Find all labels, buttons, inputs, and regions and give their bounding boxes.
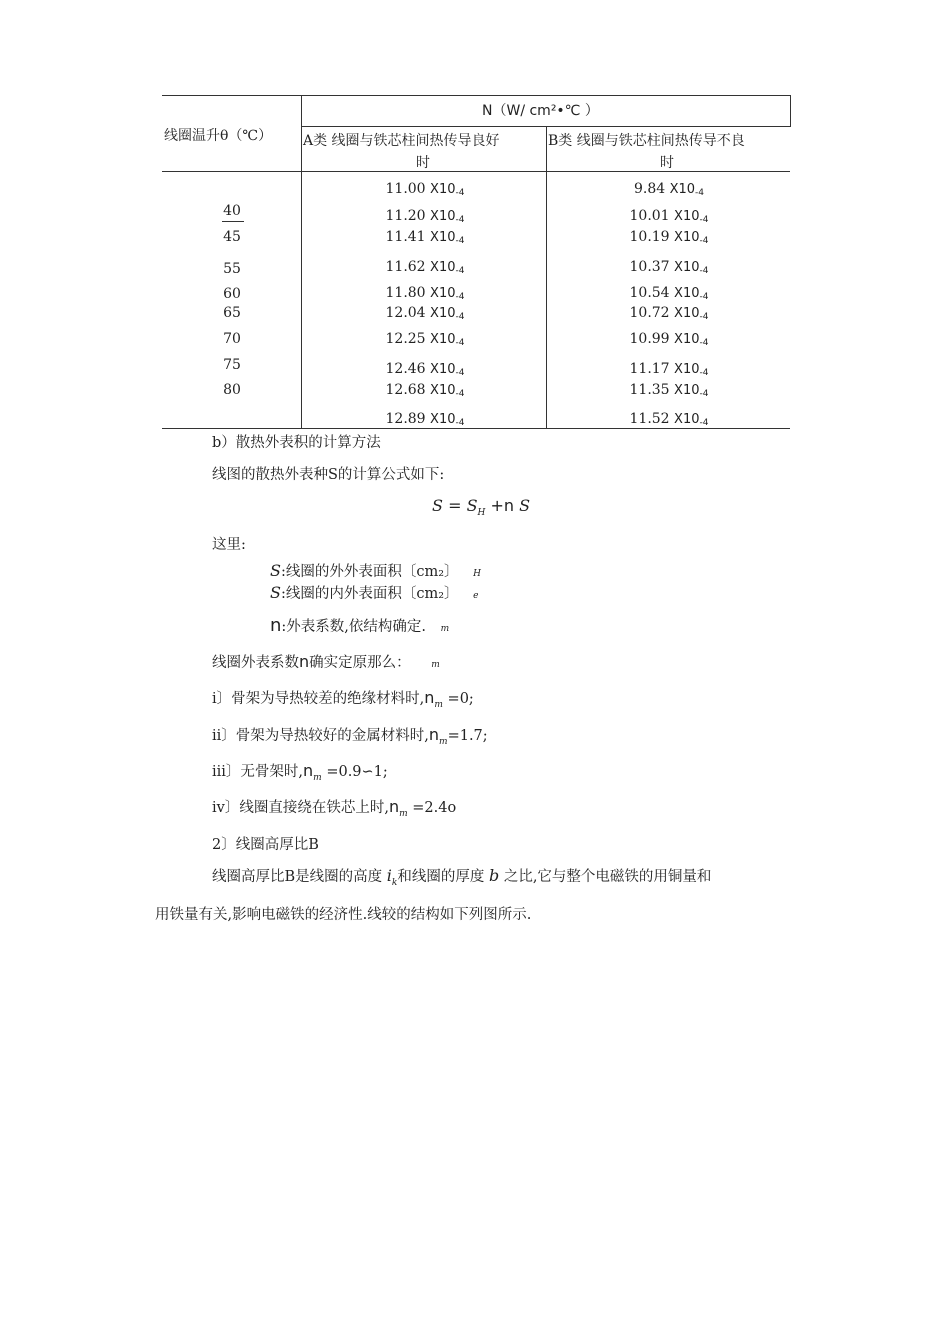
table-right-border bbox=[790, 95, 791, 127]
b-value-cell: 11.52 $X10_{-4}$ bbox=[629, 411, 709, 428]
header-bottom-border bbox=[162, 171, 790, 172]
col2-divider bbox=[546, 126, 547, 429]
b-value-cell: 10.19 $X10_{-4}$ bbox=[629, 229, 709, 246]
formula-intro: 线图的散热外表种S的计算公式如下: bbox=[212, 467, 445, 483]
temp-fraction-bar bbox=[222, 221, 244, 222]
paragraph-line-2: 用铁量有关,影响电磁铁的经济性.线较的结构如下列图所示. bbox=[155, 907, 532, 923]
a-value-cell: 11.41 $X10_{-4}$ bbox=[385, 229, 465, 246]
coefficient-rule: 线圈外表系数n确实定原那么： m bbox=[212, 652, 440, 671]
b-value-cell: 10.54 $X10_{-4}$ bbox=[629, 285, 709, 302]
temp-cell: 55 bbox=[223, 261, 241, 277]
b-value-cell: 11.35 $X10_{-4}$ bbox=[629, 382, 709, 399]
case-item: ii〕骨架为导热较好的金属材料时$,n_m=1.7$; bbox=[212, 725, 488, 747]
here-label: 这里: bbox=[212, 537, 246, 553]
col1-header: 线圈温升θ（℃） bbox=[164, 128, 273, 144]
a-value-cell: 11.80 $X10_{-4}$ bbox=[385, 285, 465, 302]
definition-item: S:线圈的内外表面积〔cm₂〕 e bbox=[270, 583, 479, 602]
b-value-cell: 10.99 $X10_{-4}$ bbox=[629, 331, 709, 348]
temp-cell: 80 bbox=[223, 382, 241, 398]
col2-header-line1: A类 线圈与铁芯柱间热传导良好 bbox=[303, 133, 500, 149]
definition-item: n:外表系数,依结构确定. m bbox=[270, 615, 450, 636]
temp-cell: 65 bbox=[223, 305, 241, 321]
temp-cell: 40 bbox=[223, 203, 241, 219]
temp-cell: 60 bbox=[223, 286, 241, 302]
a-value-cell: 11.00 $X10_{-4}$ bbox=[385, 181, 465, 198]
case-item: iv〕线圈直接绕在铁芯上时$,n_m =2.4o$ bbox=[212, 797, 457, 819]
a-value-cell: 12.89 $X10_{-4}$ bbox=[385, 411, 465, 428]
col1-divider bbox=[301, 95, 302, 429]
group-header: N（W/ cm²•℃ ） bbox=[482, 103, 599, 119]
a-value-cell: 12.04 $X10_{-4}$ bbox=[385, 305, 465, 322]
table-bottom-border bbox=[162, 428, 790, 429]
temp-cell: 70 bbox=[223, 331, 241, 347]
temp-cell: 75 bbox=[223, 357, 241, 373]
a-value-cell: 12.68 $X10_{-4}$ bbox=[385, 382, 465, 399]
b-value-cell: 11.17 $X10_{-4}$ bbox=[629, 361, 709, 378]
surface-formula: $S = S_H +n$ S bbox=[432, 496, 531, 519]
a-value-cell: 12.46 $X10_{-4}$ bbox=[385, 361, 465, 378]
case-item: i〕骨架为导热较差的绝缘材料时$,n_m =0$; bbox=[212, 688, 474, 710]
b-value-cell: 10.72 $X10_{-4}$ bbox=[629, 305, 709, 322]
b-value-cell: 9.84 $X10_{-4}$ bbox=[633, 181, 705, 198]
temp-cell: 45 bbox=[223, 229, 241, 245]
b-value-cell: 10.37 $X10_{-4}$ bbox=[629, 259, 709, 276]
paragraph-line-1: 线圈高厚比B是线圈的高度 $i_k$和线圈的厚度 b 之比,它与整个电磁铁的用铜量和 bbox=[212, 866, 712, 888]
section-b-title: b）散热外表积的计算方法 bbox=[212, 435, 381, 451]
table-top-border bbox=[162, 95, 790, 96]
case-item: iii〕无骨架时$,n_m$ =0.9∽1; bbox=[212, 761, 388, 783]
a-value-cell: 11.20 $X10_{-4}$ bbox=[385, 208, 465, 225]
a-value-cell: 11.62 $X10_{-4}$ bbox=[385, 259, 465, 276]
definition-item: S:线圈的外外表面积〔cm₂〕 H bbox=[270, 561, 482, 580]
a-value-cell: 12.25 $X10_{-4}$ bbox=[385, 331, 465, 348]
col2-header-line2: 时 bbox=[416, 155, 430, 171]
col3-header-line2: 时 bbox=[660, 155, 674, 171]
b-value-cell: 10.01 $X10_{-4}$ bbox=[629, 208, 709, 225]
col3-header-line1: B类 线圈与铁芯柱间热传导不良 bbox=[548, 133, 745, 149]
section-2-title: 2〕线圈高厚比B bbox=[212, 837, 319, 853]
